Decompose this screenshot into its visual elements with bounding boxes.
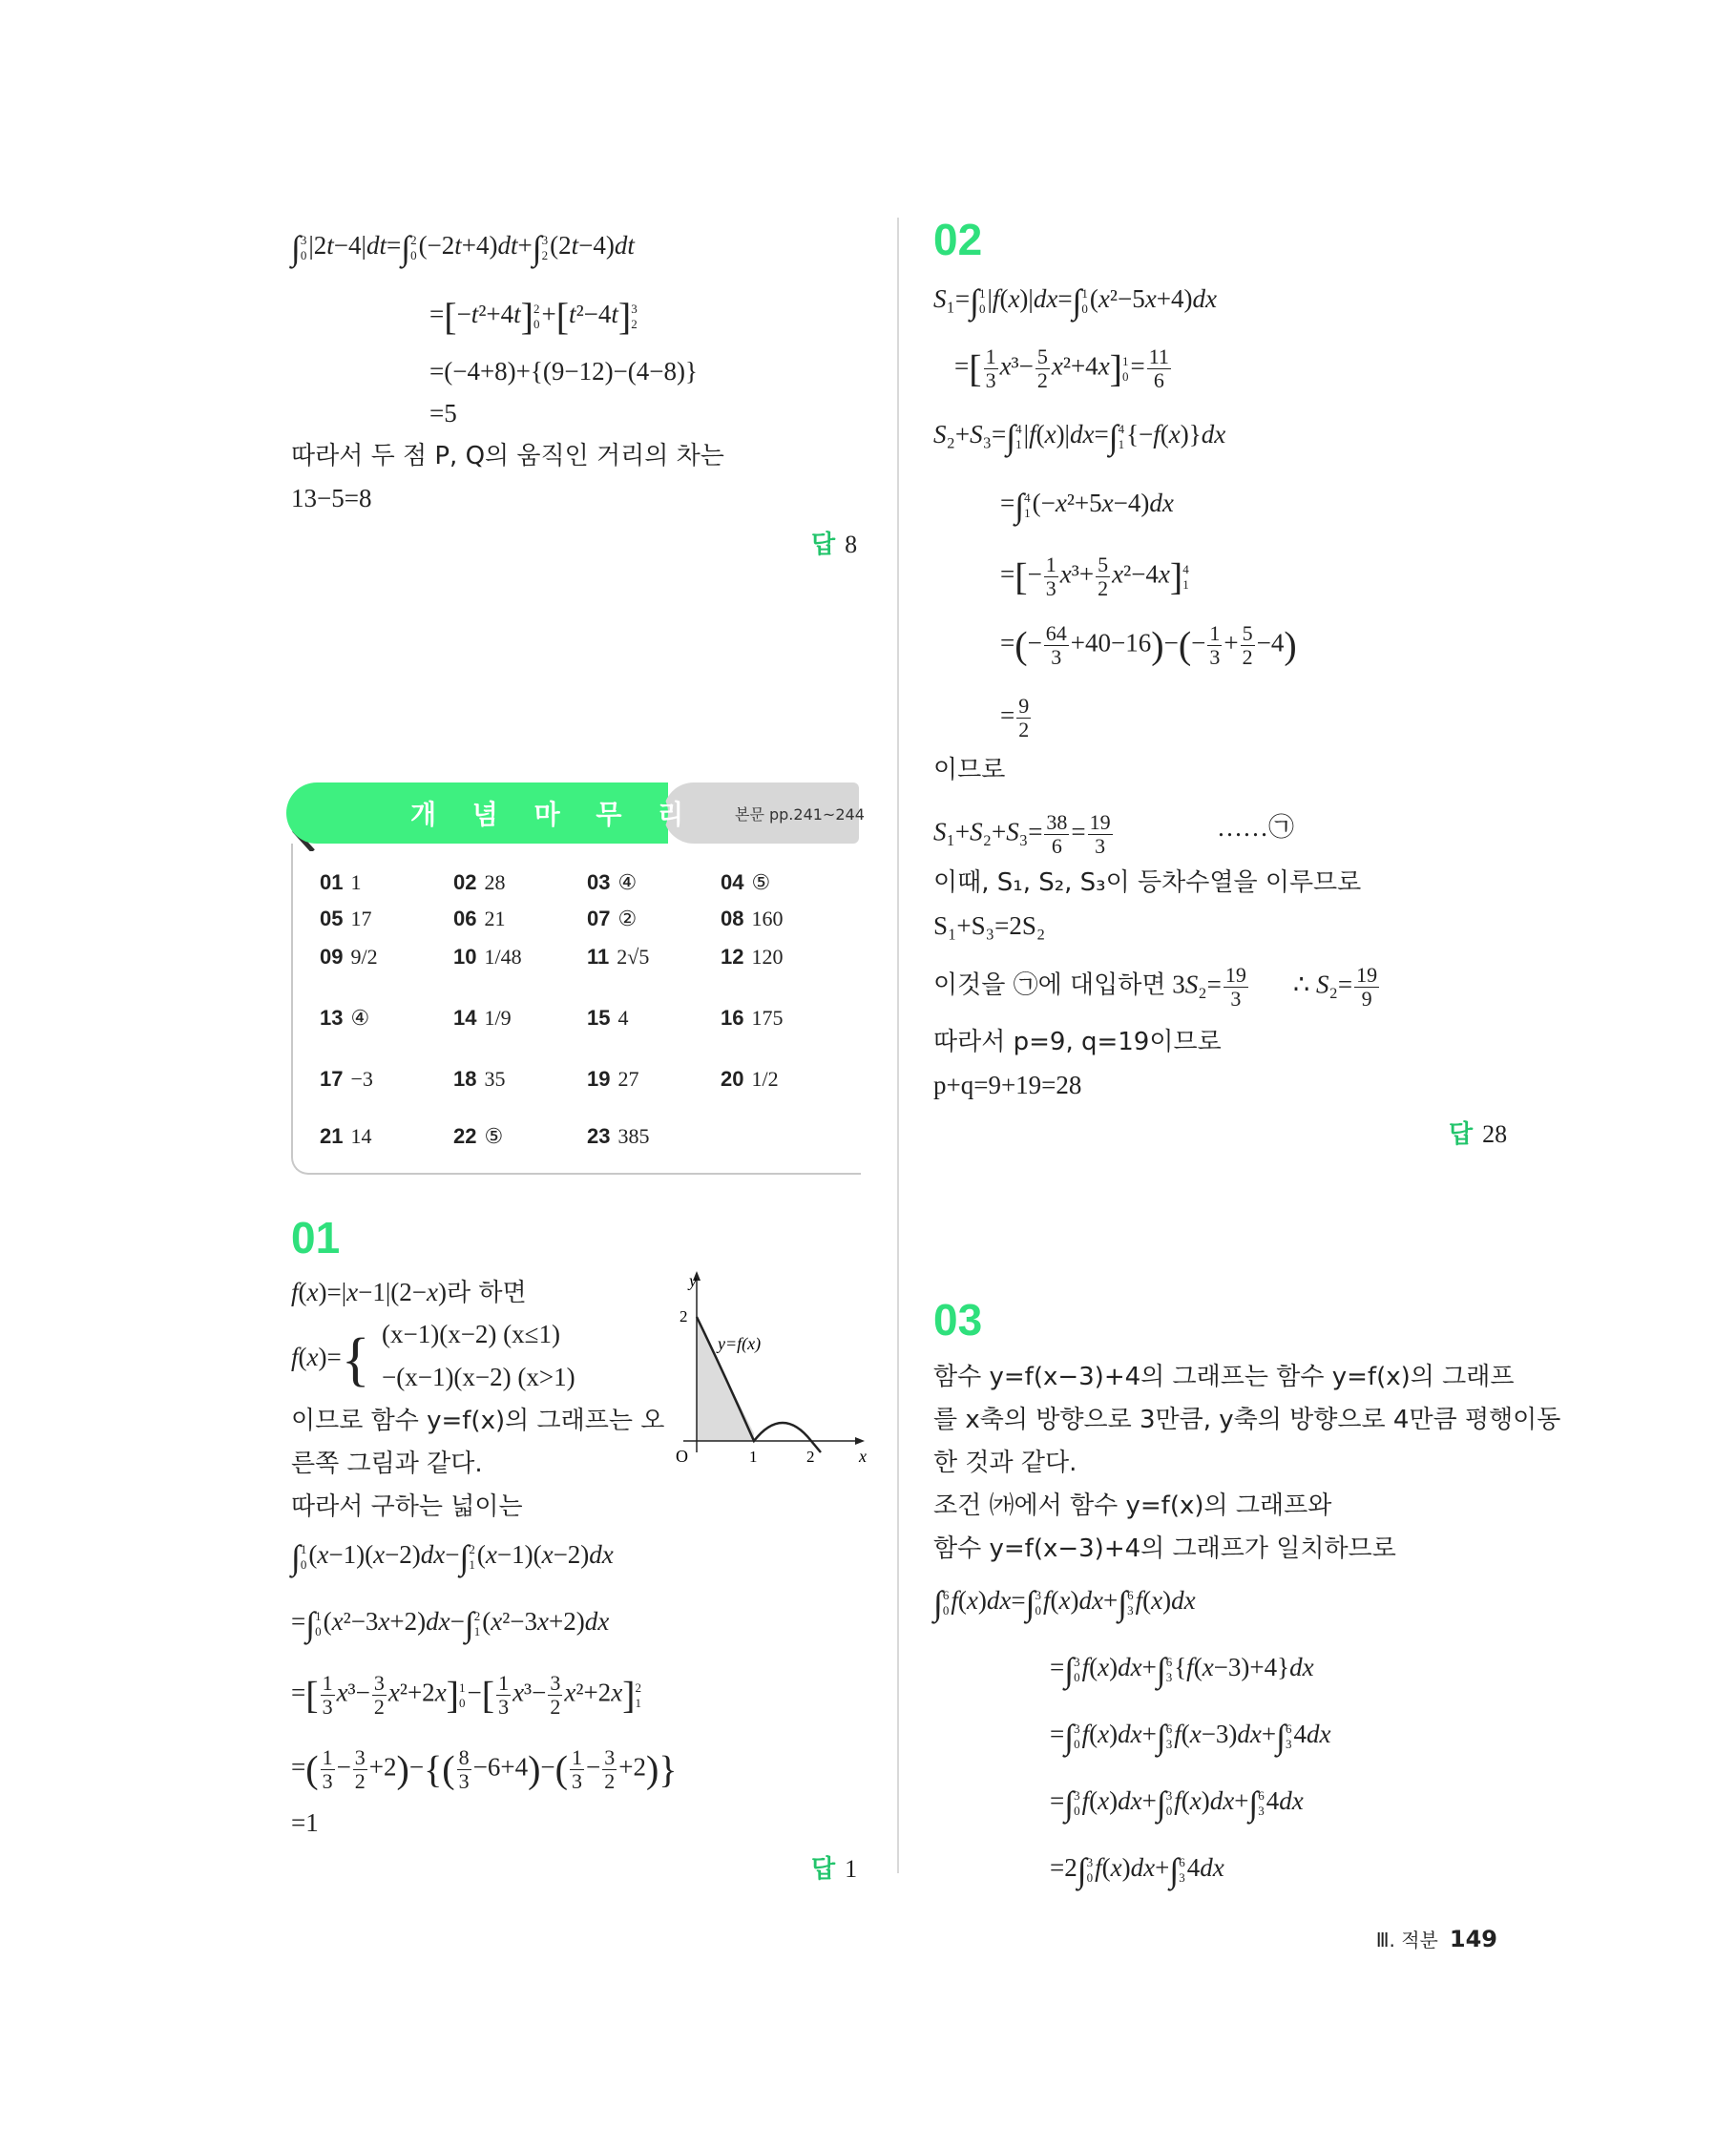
review-item-value: 27 — [617, 1067, 639, 1091]
text-line: f(x)=|x−1|(2−x)라 하면 — [291, 1278, 527, 1307]
eq-line: ∫ 1 0 (x−1)(x−2)dx−∫ 2 1 (x−1)(x−2)dx — [291, 1537, 614, 1576]
answer-value: 28 — [1482, 1120, 1508, 1148]
review-item — [320, 1124, 371, 1149]
eq-line: =[ $\frac{1}{3}$ x³− $\frac{3}{2}$ x²+2x] 1 0 −[ $\frac{1}{3}$ x³− $\frac{3}{2}$ x²+2x] 2 1 — [291, 1671, 641, 1719]
chapter-label: Ⅲ. 적분 — [1375, 1929, 1438, 1951]
eq-line: S₂+S₃=∫ 4 1 |f(x)|dx=∫ 4 1 {−f(x)}dx — [933, 417, 1226, 456]
review-item-number: 01 — [320, 870, 344, 894]
review-item — [721, 945, 783, 970]
review-item — [453, 1006, 512, 1031]
eq-line: =∫ 1 0 (x²−3x+2)dx−∫ 2 1 (x²−3x+2)dx — [291, 1604, 610, 1643]
review-item — [453, 907, 505, 931]
review-item-number: 18 — [453, 1067, 477, 1091]
eq-line: ∫ 6 0 f(x)dx=∫ 3 0 f(x)dx+∫ 6 3 f(x)dx — [933, 1583, 1196, 1622]
review-item — [453, 870, 505, 895]
page-footer — [1376, 1925, 1497, 1952]
answer — [811, 525, 857, 560]
eq-line: =[− $\frac{1}{3}$ x³+ $\frac{5}{2}$ x²−4x] 4 1 — [1000, 553, 1189, 600]
graph-x-label: x — [859, 1447, 867, 1466]
graph-origin: O — [676, 1447, 688, 1466]
review-item-number: 12 — [721, 945, 744, 969]
piecewise-def: f(x)={ — [291, 1326, 370, 1392]
review-item — [320, 1067, 373, 1092]
review-item — [721, 1067, 779, 1092]
review-item-value: 1/2 — [751, 1067, 779, 1091]
review-item-number: 04 — [721, 870, 744, 894]
review-item-number: 15 — [587, 1006, 611, 1030]
eq-line: =∫ 4 1 (−x²+5x−4)dx — [1000, 486, 1174, 525]
review-item-value: ② — [617, 907, 638, 930]
review-item-value: 35 — [484, 1067, 506, 1091]
review-item-number: 16 — [721, 1006, 744, 1030]
eq-line: S₁+S₃=2S₂ — [933, 911, 1046, 940]
review-item — [320, 945, 378, 970]
text-line: p+q=9+19=28 — [933, 1071, 1082, 1099]
eq-line: =(−4+8)+{(9−12)−(4−8)} — [429, 357, 698, 386]
review-item-number: 09 — [320, 945, 344, 969]
review-item — [587, 1067, 638, 1092]
graph-y-label: y — [689, 1271, 697, 1290]
text-line: 13−5=8 — [291, 484, 372, 512]
review-item-value: 2√5 — [617, 945, 650, 969]
text-line: 따라서 p=9, q=19이므로 — [933, 1028, 1222, 1056]
review-item-value: 9/2 — [350, 945, 378, 969]
answer — [811, 1849, 857, 1885]
eq-line: =∫ 3 0 f(x)dx+∫ 3 0 f(x)dx+∫ 6 3 4dx — [1050, 1784, 1304, 1823]
review-item — [320, 1006, 369, 1031]
eq-line: =∫ 3 0 f(x)dx+∫ 6 3 f(x−3)dx+∫ 6 3 4dx — [1050, 1717, 1331, 1756]
review-item — [320, 907, 371, 931]
review-item — [587, 907, 637, 931]
review-item-number: 23 — [587, 1124, 611, 1148]
review-item-number: 05 — [320, 907, 344, 930]
review-item-value: 28 — [484, 870, 506, 894]
eq-line: =∫ 3 0 f(x)dx+∫ 6 3 {f(x−3)+4}dx — [1050, 1650, 1314, 1689]
graph-curve-label: y=f(x) — [718, 1334, 762, 1353]
review-item-number: 06 — [453, 907, 477, 930]
review-item-value: 160 — [751, 907, 784, 930]
review-item — [320, 870, 361, 895]
review-item-number: 03 — [587, 870, 611, 894]
section-number: 01 — [291, 1213, 341, 1262]
review-item — [587, 870, 637, 895]
eq-line: =5 — [429, 399, 457, 428]
graph-y-tick: 2 — [680, 1307, 688, 1325]
graph-x-tick: 2 — [806, 1448, 815, 1466]
review-item-number: 21 — [320, 1124, 344, 1148]
page-number: 149 — [1449, 1926, 1497, 1952]
eq-line: =1 — [291, 1808, 319, 1837]
review-item — [721, 1006, 783, 1031]
text-line: 한 것과 같다. — [933, 1449, 1077, 1477]
graph-x-tick: 1 — [749, 1448, 758, 1466]
review-title: 개 념 마 무 리 — [410, 799, 698, 830]
review-item — [721, 870, 770, 895]
review-item-value: ④ — [617, 870, 638, 894]
review-item — [453, 1124, 503, 1149]
eq-line: =(− $\frac{64}{3}$ +40−16)−(− $\frac{1}{3}$ + $\frac{5}{2}$ −4) — [1000, 621, 1297, 669]
review-reference: 본문 pp.241~244 — [735, 805, 865, 824]
answer-value: 8 — [845, 531, 858, 558]
text-line: 따라서 구하는 넓이는 — [291, 1492, 523, 1521]
review-item-value: 1 — [350, 870, 362, 894]
review-item-number: 22 — [453, 1124, 477, 1148]
eq-line: ∴ S₂= $\frac{19}{9}$ — [1293, 963, 1378, 1011]
text-line: 이므로 — [933, 756, 1006, 784]
eq-line: =[ $\frac{1}{3}$ x³− $\frac{5}{2}$ x²+4x] 1 0 = $\frac{11}{6}$ — [954, 344, 1169, 392]
review-item-value: ⑤ — [484, 1124, 504, 1148]
review-item — [721, 907, 783, 931]
column-divider — [897, 218, 899, 1873]
section-number: 03 — [933, 1295, 983, 1345]
review-item-number: 08 — [721, 907, 744, 930]
text-line: 함수 y=f(x−3)+4의 그래프는 함수 y=f(x)의 그래프 — [933, 1363, 1515, 1391]
section-number: 02 — [933, 215, 983, 264]
review-item-number: 20 — [721, 1067, 744, 1091]
equation-mark: ……㉠ — [1217, 813, 1294, 842]
review-item-number: 02 — [453, 870, 477, 894]
review-item-value: 385 — [617, 1124, 650, 1148]
review-item-value: 17 — [350, 907, 372, 930]
review-item-value: −3 — [350, 1067, 373, 1091]
review-item-number: 07 — [587, 907, 611, 930]
review-item — [453, 945, 522, 970]
review-item-number: 10 — [453, 945, 477, 969]
piecewise-case: −(x−1)(x−2) (x>1) — [382, 1363, 575, 1391]
review-item-value: 4 — [617, 1006, 629, 1030]
text-line: 따라서 두 점 P, Q의 움직인 거리의 차는 — [291, 442, 724, 470]
review-item-number: 19 — [587, 1067, 611, 1091]
text-line: 이므로 함수 y=f(x)의 그래프는 오 — [291, 1407, 665, 1435]
eq-line: S₁=∫ 1 0 |f(x)|dx=∫ 1 0 (x²−5x+4)dx — [933, 282, 1217, 321]
review-item-value: ④ — [350, 1006, 370, 1030]
review-item-number: 11 — [587, 945, 610, 969]
review-item-value: 1/48 — [484, 945, 522, 969]
function-graph — [668, 1271, 868, 1471]
text-line: 함수 y=f(x−3)+4의 그래프가 일치하므로 — [933, 1534, 1396, 1563]
review-item-value: 120 — [751, 945, 784, 969]
review-item-number: 17 — [320, 1067, 344, 1091]
review-item-value: 21 — [484, 907, 506, 930]
answer-value: 1 — [845, 1855, 858, 1883]
eq-line: =( $\frac{1}{3}$ − $\frac{3}{2}$ +2)−{( $\frac{8}{3}$ −6+4)−( $\frac{1}{3}$ − $\frac{3}{2}$ +2)} — [291, 1745, 678, 1793]
eq-line: =2∫ 3 0 f(x)dx+∫ 6 3 4dx — [1050, 1850, 1224, 1889]
text-line: 이때, S₁, S₂, S₃이 등차수열을 이루므로 — [933, 868, 1362, 897]
eq-line: S₁+S₂+S₃= $\frac{38}{6}$ = $\frac{19}{3}$ — [933, 810, 1111, 858]
review-item-value: 14 — [350, 1124, 372, 1148]
review-item-value: 1/9 — [484, 1006, 512, 1030]
answer-label: 답 — [811, 531, 836, 559]
eq-line: = $\frac{9}{2}$ — [1000, 694, 1030, 741]
eq-line: 이것을 ㉠에 대입하면 3S₂= $\frac{19}{3}$ — [933, 963, 1246, 1011]
answer-label: 답 — [1449, 1120, 1474, 1149]
review-item-number: 13 — [320, 1006, 344, 1030]
answer-label: 답 — [811, 1855, 836, 1884]
eq-line: =[−t²+4t] 2 0 +[t²−4t] 3 2 — [429, 294, 638, 338]
review-item-value: ⑤ — [751, 870, 771, 894]
review-item — [453, 1067, 505, 1092]
text-line: 를 x축의 방향으로 3만큼, y축의 방향으로 4만큼 평행이동 — [933, 1406, 1561, 1434]
text-line: 조건 ㈎에서 함수 y=f(x)의 그래프와 — [933, 1492, 1332, 1520]
review-item-value: 175 — [751, 1006, 784, 1030]
review-item — [587, 945, 649, 970]
text-line: 른쪽 그림과 같다. — [291, 1450, 483, 1478]
answer — [1449, 1115, 1507, 1150]
eq-line: ∫ 3 0 |2t−4|dt=∫ 2 0 (−2t+4)dt+∫ 3 2 (2t−4)dt — [291, 228, 635, 267]
review-item — [587, 1006, 628, 1031]
review-item — [587, 1124, 649, 1149]
piecewise-case: (x−1)(x−2) (x≤1) — [382, 1320, 560, 1348]
review-item-number: 14 — [453, 1006, 477, 1030]
